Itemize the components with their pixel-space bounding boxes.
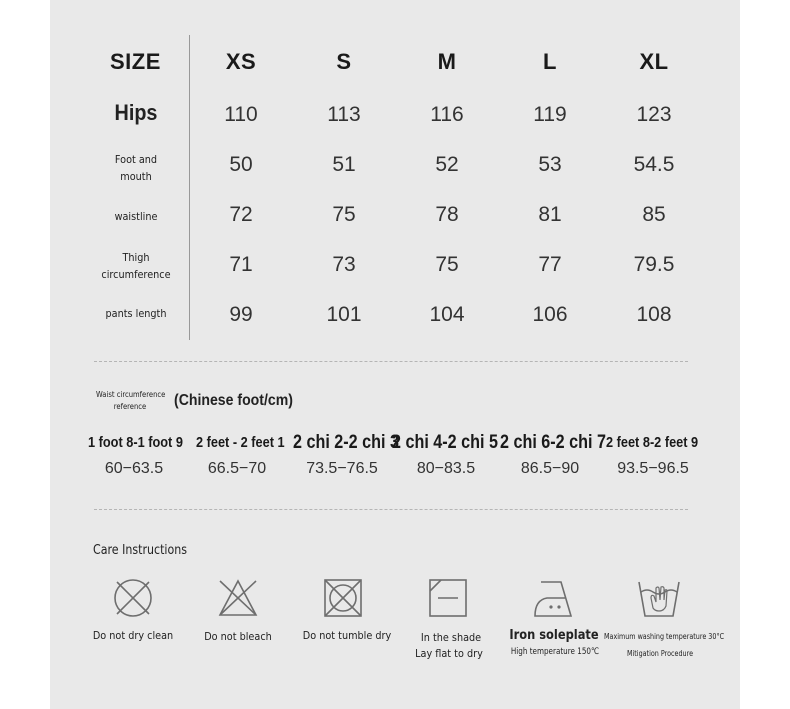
table-cell: 101 [326, 303, 362, 326]
dashed-divider [94, 509, 688, 510]
care-label: High temperature 150℃ [510, 647, 600, 657]
care-label: Lay flat to dry [415, 647, 483, 660]
table-cell: 99 [229, 303, 253, 326]
care-label: Mitigation Procedure [626, 649, 694, 658]
row-label-waistline: waistline [114, 210, 158, 223]
table-cell: 50 [229, 153, 253, 176]
row-label-line: mouth [120, 170, 152, 183]
table-cell: 123 [636, 103, 672, 126]
waist-cm-range: 86.5−90 [520, 460, 580, 477]
table-cell: 108 [636, 303, 672, 326]
care-label: Do not tumble dry [302, 629, 392, 642]
row-label-line: Thigh [122, 251, 150, 264]
row-label-hips: Hips [114, 100, 158, 125]
care-title: Care Instructions [93, 543, 188, 558]
waist-feet-label: 2 chi 6-2 chi 7 [500, 432, 606, 453]
row-label-line: circumference [101, 268, 171, 281]
table-cell: 73 [332, 253, 356, 276]
table-cell: 79.5 [633, 253, 675, 276]
care-label: Iron soleplate [509, 628, 599, 643]
waist-cm-range: 80−83.5 [416, 460, 476, 477]
table-cell: 51 [332, 153, 356, 176]
table-cell: 116 [430, 103, 464, 126]
size-xl: XL [639, 49, 669, 74]
care-label: Maximum washing temperature 30°C [604, 632, 725, 641]
no-bleach-icon [217, 578, 259, 618]
table-cell: 110 [224, 103, 258, 126]
table-cell: 75 [332, 203, 356, 226]
table-cell: 78 [435, 203, 459, 226]
row-label-thigh-circumference [92, 249, 180, 283]
waist-feet-label: 2 chi 4-2 chi 5 [392, 432, 498, 453]
care-label: Do not bleach [204, 630, 272, 643]
row-label-pants-length: pants length [105, 307, 167, 320]
care-label: Do not dry clean [92, 629, 174, 642]
table-cell: 81 [538, 203, 562, 226]
waist-feet-label: 2 feet - 2 feet 1 [196, 434, 285, 451]
waist-unit: (Chinese foot/cm) [174, 392, 293, 409]
table-cell: 77 [538, 253, 562, 276]
shade-dry-icon [428, 578, 468, 618]
dashed-divider [94, 361, 688, 362]
waist-cm-range: 73.5−76.5 [306, 460, 378, 477]
row-label-foot-and-mouth [92, 151, 180, 185]
size-m: M [437, 49, 457, 74]
size-xs: XS [225, 49, 257, 74]
table-cell: 75 [435, 253, 459, 276]
waist-cm-range: 60−63.5 [104, 460, 164, 477]
table-cell: 53 [538, 153, 562, 176]
table-cell: 52 [435, 153, 459, 176]
waist-label-line: Waist circumference [96, 390, 166, 399]
waist-feet-label: 1 foot 8-1 foot 9 [88, 434, 183, 451]
no-dry-clean-icon [113, 578, 153, 618]
table-cell: 54.5 [633, 153, 675, 176]
table-divider [189, 35, 190, 340]
waist-cm-range: 66.5−70 [207, 460, 267, 477]
size-l: L [543, 49, 557, 74]
waist-feet-label: 2 chi 2-2 chi 3 [293, 432, 399, 453]
size-header: SIZE [110, 49, 161, 74]
waist-feet-label: 2 feet 8-2 feet 9 [606, 434, 699, 451]
row-label-line: Foot and [114, 153, 158, 166]
iron-icon [531, 578, 575, 618]
table-cell: 71 [229, 253, 253, 276]
waist-label-line: reference [113, 402, 147, 411]
wash-tub-icon [637, 578, 681, 620]
table-cell: 113 [327, 103, 361, 126]
waist-reference-label [96, 389, 164, 413]
table-cell: 106 [532, 303, 568, 326]
size-s: S [336, 49, 352, 74]
table-cell: 119 [533, 103, 567, 126]
table-cell: 104 [429, 303, 465, 326]
table-cell: 72 [229, 203, 253, 226]
waist-cm-range: 93.5−96.5 [617, 460, 689, 477]
table-cell: 85 [642, 203, 666, 226]
no-tumble-dry-icon [323, 578, 363, 618]
care-label: In the shade [420, 631, 482, 644]
